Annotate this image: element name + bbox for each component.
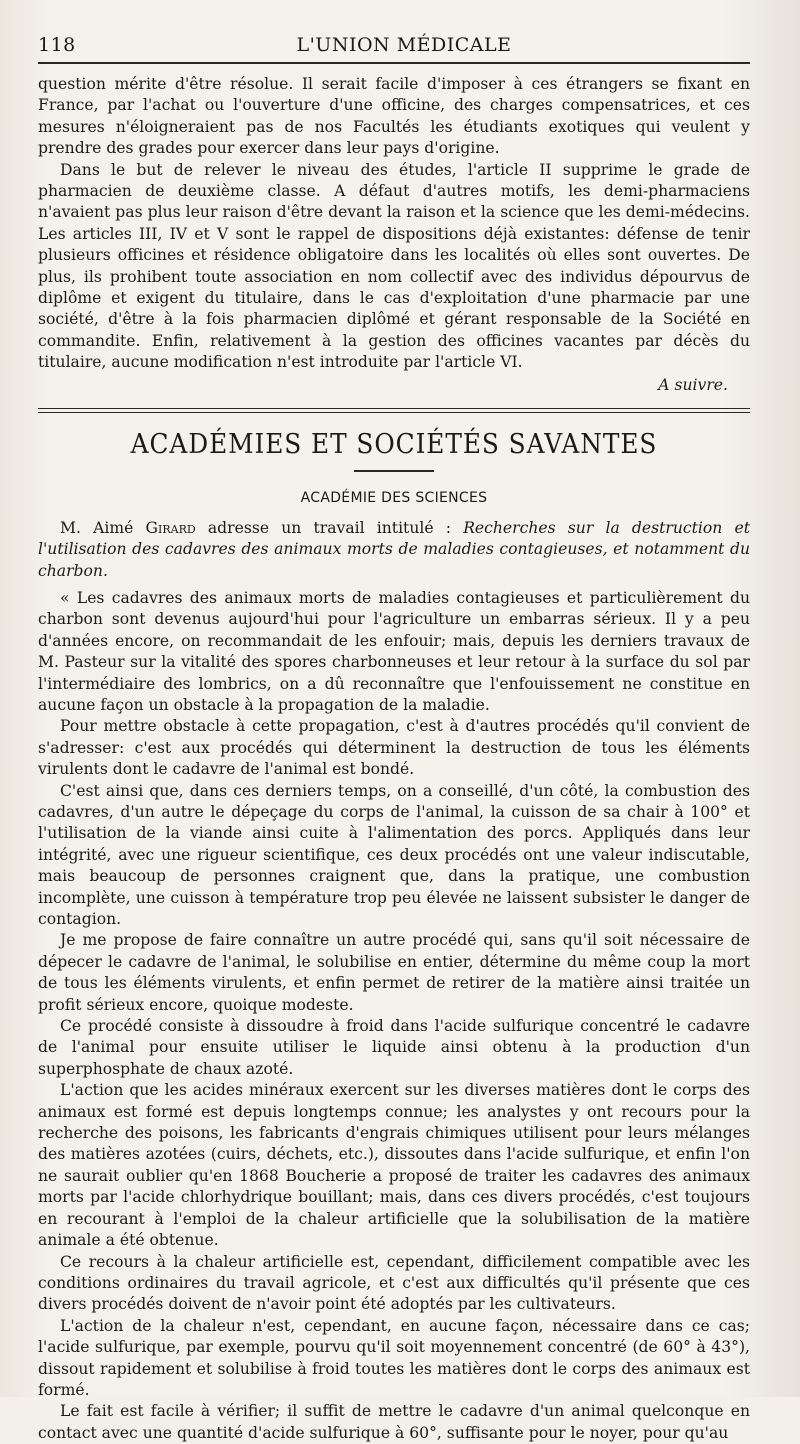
body-paragraph: Je me propose de faire connaître un autre procédé qui, sans qu'il soit nécessaire de dépecer le cadavre de l'animal, le solubilise en entier, détermine du même coup la mort de tous les éléments virulents, et enfin permet de retirer de la matière ainsi traitée un profit sérieux encore, quoique modeste. — [38, 931, 750, 1014]
section-divider — [38, 408, 750, 413]
running-head — [38, 18, 750, 56]
journal-title: L'UNION MÉDICALE — [296, 34, 512, 56]
body-paragraph: Ce procédé consiste à dissoudre à froid dans l'acide sulfurique concentré le cadavre de l'animal pour ensuite utiliser le liquide ainsi obtenu à la production d'un superphosphate de chaux azoté. — [38, 1017, 750, 1078]
body-paragraph: C'est ainsi que, dans ces derniers temps, on a conseillé, d'un côté, la combustion des cadavres, d'un autre le dépeçage du corps de l'animal, la cuisson de sa chair à 100° et l'utilisation de la viande ainsi cuite à l'alimentation des porcs. Appliqués dans leur intégrité, avec une rigueur scientifique, ces deux procédés ont une valeur indiscutable, mais beaucoup de personnes craignent que, dans la pratique, une combustion incomplète, une cuisson à température trop peu élevée ne laissent subsister le danger de contagion. — [38, 781, 750, 928]
body-paragraph: « Les cadavres des animaux morts de maladies contagieuses et particulièrement du charbon sont devenus aujourd'hui pour l'agriculture un embarras sérieux. Il y a peu d'années encore, on recommandait de les enfouir; mais, depuis les derniers travaux de M. Pasteur sur la vitalité des spores charbonneuses et leur retour à la surface du sol par l'intermédiaire des lombrics, on a dû reconnaître que l'enfouissement ne constitue en aucune façon un obstacle à la propagation de la maladie. — [38, 588, 750, 714]
body-paragraph: L'action que les acides minéraux exercent sur les diverses matières dont le corps des animaux est formé est depuis longtemps connue; les analystes y ont recours pour la recherche des poisons, les fabricants d'engrais chimiques utilisent pour leurs mélanges des matières azotées (cuirs, déchets, etc.), dissoutes dans l'acide sulfurique, et enfin l'on ne saurait oublier qu'en 1868 Boucherie a proposé de traiter les cadavres des animaux morts par l'acide chlorhydrique bouillant; mais, dans ces divers procédés, c'est toujours en recourant à l'emploi de la chaleur artificielle que la solubilisation de la matière animale a été obtenue. — [38, 1081, 750, 1250]
body-paragraph: Ce recours à la chaleur artificielle est, cependant, difficilement compatible avec les conditions ordinaires du travail agricole, et c'est aux difficultés qu'il présente que ces divers procédés doivent de n'avoir point été adoptés par les cultivateurs. — [38, 1252, 750, 1314]
article-body — [38, 588, 750, 1444]
lead-prefix: M. Aimé — [60, 518, 146, 537]
body-paragraph: Le fait est facile à vérifier; il suffit de mettre le cadavre d'un animal quelconque en contact avec une quantité d'acide sulfurique à 60°, suffisante pour le noyer, pour qu'au — [38, 1402, 750, 1442]
intro-paragraph: question mérite d'être résolue. Il serait facile d'imposer à ces étrangers se fixant en France, par l'achat ou l'ouverture d'une officine, des charges compensatrices, et ces mesures n'éloigneraient pas de nos Facultés les étudiants exotiques qui veulent y prendre des grades pour exercer dans leur pays d'origine. — [38, 75, 750, 158]
page-number: 118 — [38, 34, 76, 56]
to-be-continued: A suivre. — [658, 375, 728, 394]
author-name: Girard — [145, 518, 196, 537]
body-paragraph: Pour mettre obstacle à cette propagation, c'est à d'autres procédés qu'il convient de s'adresser: c'est aux procédés qui déterminent la destruction de tous les éléments virulents dont le cadavre de l'animal est bondé. — [38, 717, 750, 779]
section-title: ACADÉMIES ET SOCIÉTÉS SAVANTES — [130, 428, 658, 460]
body-paragraph: L'action de la chaleur n'est, cependant, en aucune façon, nécessaire dans ce cas; l'acide sulfurique, par exemple, pourvu qu'il soit moyennement concentré (de 60° à 43°), dissout rapidement et solubilise à froid toutes les matières dont le corps des animaux est formé. — [38, 1316, 750, 1399]
work-title: Recherches sur la destruction et l'utilisation des cadavres des animaux morts de maladies contagieuses, et notamment du charbon. — [38, 518, 750, 580]
intro-paragraph: Dans le but de relever le niveau des études, l'article II supprime le grade de pharmacien de deuxième classe. A défaut d'autres motifs, les demi-pharmaciens n'avaient pas plus leur raison d'être devant la raison et la science que les demi-médecins. Les articles III, IV et V sont le rappel de dispositions déjà existantes: défense de tenir plusieurs officines et résidence obligatoire dans les localités où elles sont ouvertes. De plus, ils prohibent toute association en nom collectif avec des individus dépourvus de diplôme et exigent du titulaire, dans le cas d'exploitation d'une pharmacie par une société, d'être à la fois pharmacien diplômé et gérant responsable de la Société en commandite. Enfin, relativement à la gestion des officines vacantes par décès du titulaire, aucune modification n'est introduite par l'article VI. — [38, 160, 750, 372]
lead-verb: adresse un travail intitulé : — [195, 518, 464, 537]
section-title-rule — [354, 470, 434, 472]
header-rule — [38, 62, 750, 64]
subsection-title: ACADÉMIE DES SCIENCES — [300, 489, 488, 506]
lead-paragraph — [38, 518, 750, 582]
